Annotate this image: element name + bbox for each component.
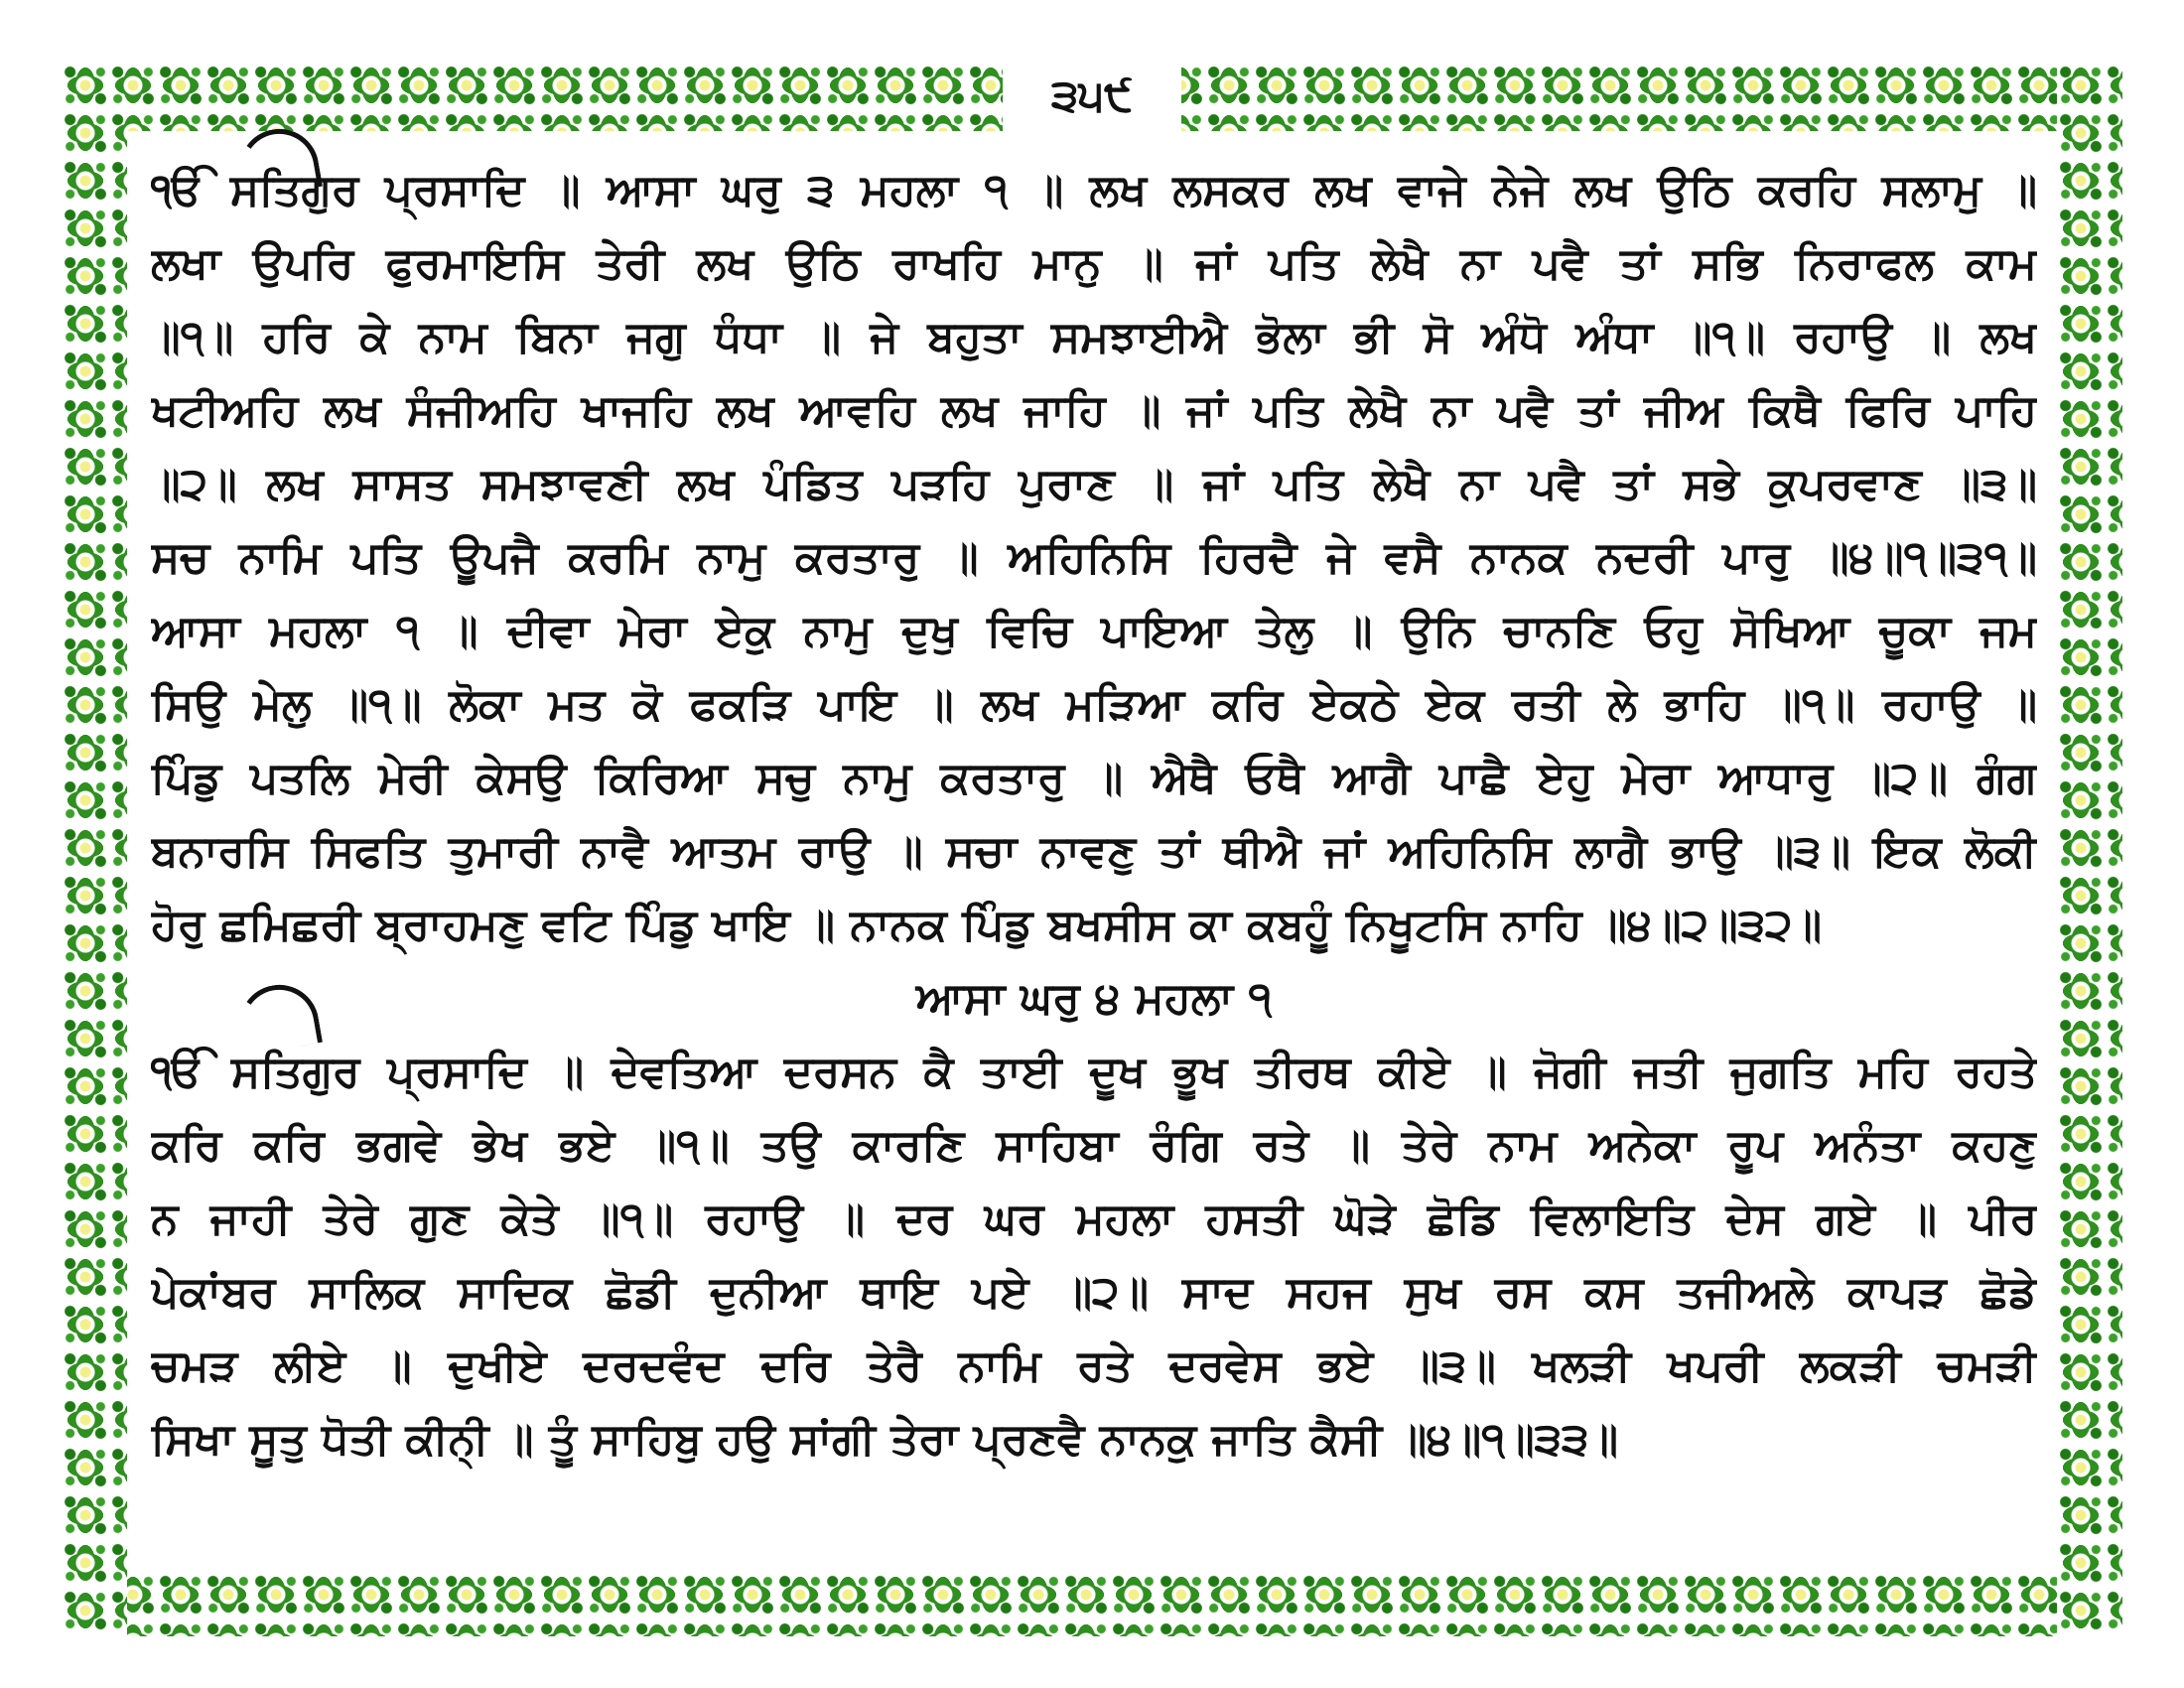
text-line: ੴ ਸਤਿਗੁਰ ਪ੍ਰਸਾਦਿ ॥ ਦੇਵਤਿਆ ਦਰਸਨ ਕੈ ਤਾਈ ਦੂਖ ਭੂਖ ਤੀਰਥ ਕੀਏ ॥ ਜੋਗੀ ਜਤੀ ਜੁਗਤਿ ਮਹਿ ਰਹਤੇ	[151, 1047, 2037, 1097]
page-number: ੩੫੯	[1003, 62, 1181, 131]
text-line: ਬਨਾਰਸਿ ਸਿਫਤਿ ਤੁਮਾਰੀ ਨਾਵੈ ਆਤਮ ਰਾਉ ॥ ਸਚਾ ਨਾਵਣੁ ਤਾਂ ਥੀਐ ਜਾਂ ਅਹਿਨਿਸਿ ਲਾਗੈ ਭਾਉ ॥੩॥ ਇਕ ਲੋਕੀ	[151, 826, 2037, 877]
text-line: ਚਮੜ ਲੀਏ ॥ ਦੁਖੀਏ ਦਰਦਵੰਦ ਦਰਿ ਤੇਰੈ ਨਾਮਿ ਰਤੇ ਦਰਵੇਸ ਭਏ ॥੩॥ ਖਲੜੀ ਖਪਰੀ ਲਕੜੀ ਚਮੜੀ	[151, 1340, 2037, 1391]
text-line: ਹੋਰੁ ਛਮਿਛਰੀ ਬ੍ਰਾਹਮਣੁ ਵਟਿ ਪਿੰਡੁ ਖਾਇ ॥ ਨਾਨਕ ਪਿੰਡੁ ਬਖਸੀਸ ਕਾ ਕਬਹੂੰ ਨਿਖੂਟਸਿ ਨਾਹਿ ॥੪॥੨॥੩੨॥	[151, 900, 1823, 950]
text-line: ਪਿੰਡੁ ਪਤਲਿ ਮੇਰੀ ਕੇਸਉ ਕਿਰਿਆ ਸਚੁ ਨਾਮੁ ਕਰਤਾਰੁ ॥ ਐਥੈ ਓਥੈ ਆਗੈ ਪਾਛੈ ਏਹੁ ਮੇਰਾ ਆਧਾਰੁ ॥੨॥ ਗੰਗ	[151, 753, 2037, 803]
text-line: ਸਚ ਨਾਮਿ ਪਤਿ ਊਪਜੈ ਕਰਮਿ ਨਾਮੁ ਕਰਤਾਰੁ ॥ ਅਹਿਨਿਸਿ ਹਿਰਦੈ ਜੇ ਵਸੈ ਨਾਨਕ ਨਦਰੀ ਪਾਰੁ ॥੪॥੧॥੩੧॥	[151, 532, 2037, 583]
floral-border-right	[2057, 62, 2122, 1636]
text-line: ਪੇਕਾਂਬਰ ਸਾਲਿਕ ਸਾਦਿਕ ਛੋਡੀ ਦੁਨੀਆ ਥਾਇ ਪਏ ॥੨॥ ਸਾਦ ਸਹਜ ਸੁਖ ਰਸ ਕਸ ਤਜੀਅਲੇ ਕਾਪੜ ਛੋਡੇ	[151, 1267, 2037, 1318]
scripture-text	[151, 159, 2037, 1559]
floral-border-left	[62, 62, 127, 1636]
text-line: ਨ ਜਾਹੀ ਤੇਰੇ ਗੁਣ ਕੇਤੇ ॥੧॥ ਰਹਾਉ ॥ ਦਰ ਘਰ ਮਹਲਾ ਹਸਤੀ ਘੋੜੇ ਛੋਡਿ ਵਿਲਾਇਤਿ ਦੇਸ ਗਏ ॥ ਪੀਰ	[151, 1194, 2037, 1244]
text-line: ਸਿਉ ਮੇਲੁ ॥੧॥ ਲੋਕਾ ਮਤ ਕੋ ਫਕੜਿ ਪਾਇ ॥ ਲਖ ਮੜਿਆ ਕਰਿ ਏਕਠੇ ਏਕ ਰਤੀ ਲੇ ਭਾਹਿ ॥੧॥ ਰਹਾਉ ॥	[151, 679, 2037, 730]
text-line: ॥੨॥ ਲਖ ਸਾਸਤ ਸਮਝਾਵਣੀ ਲਖ ਪੰਡਿਤ ਪੜਹਿ ਪੁਰਾਣ ॥ ਜਾਂ ਪਤਿ ਲੇਖੈ ਨਾ ਪਵੈ ਤਾਂ ਸਭੇ ਕੁਪਰਵਾਣ ॥੩॥	[151, 459, 2037, 509]
section-heading: ਆਸਾ ਘਰੁ ੪ ਮਹਲਾ ੧	[915, 973, 1273, 1024]
text-line: ਸਿਖਾ ਸੂਤੁ ਧੋਤੀ ਕੀਨੀ੍ ॥ ਤੂੰ ਸਾਹਿਬੁ ਹਉ ਸਾਂਗੀ ਤੇਰਾ ਪ੍ਰਣਵੈ ਨਾਨਕੁ ਜਾਤਿ ਕੈਸੀ ॥੪॥੧॥੩੩॥	[151, 1414, 1619, 1465]
text-line: ਕਰਿ ਕਰਿ ਭਗਵੇ ਭੇਖ ਭਏ ॥੧॥ ਤਉ ਕਾਰਣਿ ਸਾਹਿਬਾ ਰੰਗਿ ਰਤੇ ॥ ਤੇਰੇ ਨਾਮ ਅਨੇਕਾ ਰੂਪ ਅਨੰਤਾ ਕਹਣੁ	[151, 1120, 2037, 1171]
text-line: ਖਟੀਅਹਿ ਲਖ ਸੰਜੀਅਹਿ ਖਾਜਹਿ ਲਖ ਆਵਹਿ ਲਖ ਜਾਹਿ ॥ ਜਾਂ ਪਤਿ ਲੇਖੈ ਨਾ ਪਵੈ ਤਾਂ ਜੀਅ ਕਿਥੈ ਫਿਰਿ ਪਾਹਿ	[151, 385, 2037, 436]
floral-border-bottom	[62, 1571, 2122, 1636]
text-line: ਆਸਾ ਮਹਲਾ ੧ ॥ ਦੀਵਾ ਮੇਰਾ ਏਕੁ ਨਾਮੁ ਦੁਖੁ ਵਿਚਿ ਪਾਇਆ ਤੇਲੁ ॥ ਉਨਿ ਚਾਨਣਿ ਓਹੁ ਸੋਖਿਆ ਚੂਕਾ ਜਮ	[151, 606, 2037, 656]
text-line: ਲਖਾ ਉਪਰਿ ਫੁਰਮਾਇਸਿ ਤੇਰੀ ਲਖ ਉਠਿ ਰਾਖਹਿ ਮਾਨੁ ॥ ਜਾਂ ਪਤਿ ਲੇਖੈ ਨਾ ਪਵੈ ਤਾਂ ਸਭਿ ਨਿਰਾਫਲ ਕਾਮ	[151, 238, 2037, 289]
text-line: ॥੧॥ ਹਰਿ ਕੇ ਨਾਮ ਬਿਨਾ ਜਗੁ ਧੰਧਾ ॥ ਜੇ ਬਹੁਤਾ ਸਮਝਾਈਐ ਭੋਲਾ ਭੀ ਸੋ ਅੰਧੋ ਅੰਧਾ ॥੧॥ ਰਹਾਉ ॥ ਲਖ	[151, 312, 2037, 362]
text-line: ੴ ਸਤਿਗੁਰ ਪ੍ਰਸਾਦਿ ॥ ਆਸਾ ਘਰੁ ੩ ਮਹਲਾ ੧ ॥ ਲਖ ਲਸਕਰ ਲਖ ਵਾਜੇ ਨੇਜੇ ਲਖ ਉਠਿ ਕਰਹਿ ਸਲਾਮੁ ॥	[151, 165, 2037, 215]
